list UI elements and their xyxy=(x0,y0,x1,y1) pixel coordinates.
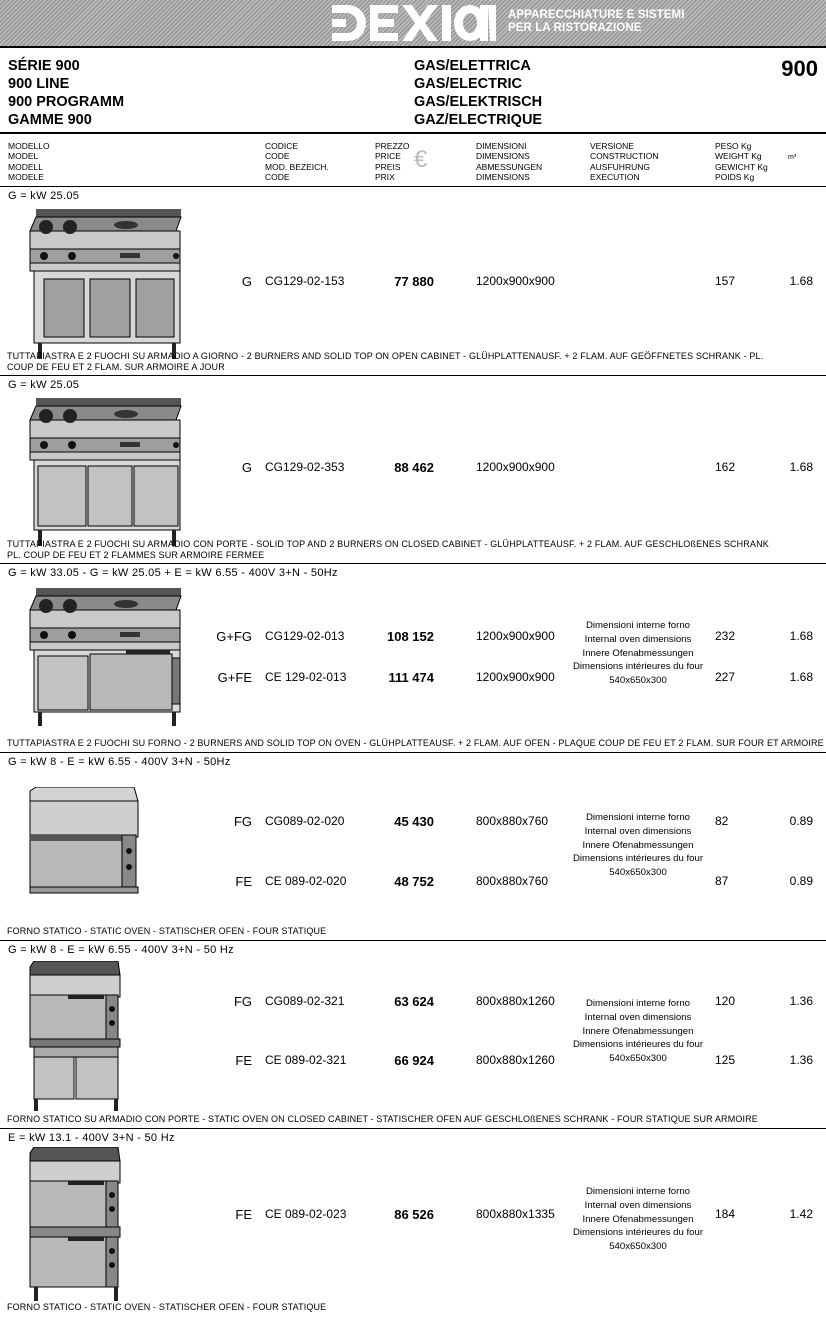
heading-line: AUSFUHRUNG xyxy=(590,161,650,172)
brand-banner xyxy=(0,0,826,46)
product-price: 66 924 xyxy=(394,1053,434,1068)
product-code: CG129-02-013 xyxy=(265,629,345,643)
oven-note-line: Dimensions intérieures du four xyxy=(572,1039,704,1051)
oven-note-line: Dimensioni interne forno xyxy=(586,620,690,631)
model-type: FG xyxy=(233,814,252,829)
product-code: CE 129-02-013 xyxy=(265,670,347,684)
product-section xyxy=(0,187,826,376)
series-type: GAS/ELECTRIC xyxy=(414,76,522,92)
product-description xyxy=(7,539,769,561)
series-name: SÉRIE 900 xyxy=(8,58,80,74)
product-code: CE 089-02-020 xyxy=(265,874,347,888)
power-spec: G = kW 8 - E = kW 6.55 - 400V 3+N - 50Hz xyxy=(8,756,231,768)
heading-volume: m³ xyxy=(788,154,797,161)
heading-line: MODELL xyxy=(8,161,43,172)
description-line: TUTTAPIASTRA E 2 FUOCHI SU ARMADIO CON PORTE - SOLID TOP AND 2 BURNERS ON CLOSED CABINET - GLÜHPLATTEAUSF. + 2 FLAM. AUF GESCHLOßENES SCHRANK xyxy=(7,539,769,549)
description-line: FORNO STATICO SU ARMADIO CON PORTE - STATIC OVEN ON CLOSED CABINET - STATISCHER OFEN AUF GESCHLOßENES SCHRANK - FOUR STATIQUE SUR ARMOIRE xyxy=(7,1114,758,1124)
power-spec: G = kW 8 - E = kW 6.55 - 400V 3+N - 50 Hz xyxy=(8,944,234,956)
oven-note-line: Internal oven dimensions xyxy=(584,633,692,645)
oven-note-line: Dimensioni interne forno xyxy=(586,1186,690,1197)
heading-line: CODE xyxy=(265,151,290,162)
model-type: G+FG xyxy=(216,629,252,644)
product-code: CE 089-02-321 xyxy=(265,1053,347,1067)
product-code: CG129-02-153 xyxy=(265,274,345,288)
product-dimensions: 1200x900x900 xyxy=(476,460,555,474)
model-type: G+FE xyxy=(217,670,252,685)
heading-line: MODELE xyxy=(8,172,44,183)
heading-line: POIDS Kg xyxy=(715,172,755,183)
heading-line: WEIGHT Kg xyxy=(715,151,762,162)
power-spec: G = kW 25.05 xyxy=(8,190,80,202)
product-volume: 0.89 xyxy=(789,874,813,888)
oven-note-line: Dimensions intérieures du four xyxy=(572,1227,704,1239)
product-description xyxy=(7,1302,326,1313)
product-weight: 125 xyxy=(715,1053,736,1067)
product-volume: 1.68 xyxy=(789,274,813,288)
product-price: 108 152 xyxy=(387,629,434,644)
product-dimensions: 800x880x760 xyxy=(476,814,549,828)
product-price: 77 880 xyxy=(394,274,434,289)
oven-note-line: Internal oven dimensions xyxy=(584,1199,692,1211)
product-section xyxy=(0,941,826,1129)
oven-note-line: 540x650x300 xyxy=(609,1053,667,1065)
power-spec: G = kW 25.05 xyxy=(8,379,80,391)
product-code: CG129-02-353 xyxy=(265,460,345,474)
model-type: FG xyxy=(233,994,252,1009)
power-spec: E = kW 13.1 - 400V 3+N - 50 Hz xyxy=(8,1132,175,1144)
description-line: FORNO STATICO - STATIC OVEN - STATISCHER OFEN - FOUR STATIQUE xyxy=(7,1302,327,1312)
heading-line: PESO Kg xyxy=(715,141,752,151)
heading-line: VERSIONE xyxy=(590,141,634,151)
product-dimensions: 1200x900x900 xyxy=(476,274,555,288)
oven-note-line: Dimensioni interne forno xyxy=(586,998,690,1009)
product-row xyxy=(0,460,826,476)
description-line: COUP DE FEU ET 2 FLAM. SUR ARMOIRE A JOUR xyxy=(7,362,225,372)
oven-on-cabinet-image xyxy=(28,961,124,1113)
oven-note-line: Dimensions intérieures du four xyxy=(572,661,704,673)
range-on-oven-image xyxy=(26,584,186,729)
series-name: GAMME 900 xyxy=(8,112,92,128)
model-type: G xyxy=(241,274,252,289)
oven-note-line: Innere Ofenabmessungen xyxy=(582,839,694,851)
oven-note-line: Internal oven dimensions xyxy=(584,825,692,837)
heading-version xyxy=(590,141,658,183)
product-volume: 0.89 xyxy=(789,814,813,828)
heading-line: CODE xyxy=(265,172,290,183)
series-types xyxy=(414,57,542,129)
product-code: CG089-02-321 xyxy=(265,994,345,1008)
heading-price xyxy=(375,141,409,183)
series-header xyxy=(0,46,826,134)
description-line: FORNO STATICO - STATIC OVEN - STATISCHER OFEN - FOUR STATIQUE xyxy=(7,926,327,936)
heading-line: CODICE xyxy=(265,141,299,151)
series-names xyxy=(8,57,124,129)
double-oven-image xyxy=(28,1147,124,1305)
oven-note-line: 540x650x300 xyxy=(609,867,667,879)
heading-line: PRIX xyxy=(375,172,395,183)
heading-line: GEWICHT Kg xyxy=(715,161,768,172)
heading-model xyxy=(8,141,50,183)
oven-note-line: Innere Ofenabmessungen xyxy=(582,1213,694,1225)
product-volume: 1.68 xyxy=(789,460,813,474)
product-volume: 1.68 xyxy=(789,629,813,643)
oven-note-line: Internal oven dimensions xyxy=(584,1011,692,1023)
product-weight: 184 xyxy=(715,1207,736,1221)
product-weight: 162 xyxy=(715,460,736,474)
product-description xyxy=(7,351,763,373)
product-description xyxy=(7,1114,758,1125)
description-line: TUTTAPIASTRA E 2 FUOCHI SU FORNO - 2 BURNERS AND SOLID TOP ON OVEN - GLÜHPLATTEAUSF. + 2 FLAM. AUF OFEN - PLAQUE COUP DE FEU ET 2 FLAM. SUR FOUR ET ARMOIRE xyxy=(7,738,824,748)
power-spec: G = kW 33.05 - G = kW 25.05 + E = kW 6.55 - 400V 3+N - 50Hz xyxy=(8,567,338,579)
oven-note-line: Dimensions intérieures du four xyxy=(572,853,704,865)
description-line: TUTTAPIASTRA E 2 FUOCHI SU ARMADIO A GIORNO - 2 BURNERS AND SOLID TOP ON OPEN CABINET - GLÜHPLATTENAUSF. + 2 FLAM. AUF GEÖFFNETES SCHRANK - PL. xyxy=(7,351,764,361)
product-dimensions: 800x880x1260 xyxy=(476,994,555,1008)
heading-line: CONSTRUCTION xyxy=(590,151,659,162)
oven-note-line: Innere Ofenabmessungen xyxy=(582,1025,694,1037)
product-code: CE 089-02-023 xyxy=(265,1207,347,1221)
product-section xyxy=(0,753,826,941)
model-type: FE xyxy=(235,1207,252,1222)
tagline-line-1: APPARECCHIATURE E SISTEMI xyxy=(508,9,685,21)
series-type: GAS/ELETTRICA xyxy=(414,58,531,74)
oven-internal-dimensions xyxy=(565,1185,711,1254)
oven-note-line: 540x650x300 xyxy=(609,1241,667,1253)
product-description xyxy=(7,738,824,749)
product-volume: 1.36 xyxy=(789,994,813,1008)
euro-icon: € xyxy=(414,146,428,173)
heading-line: MOD. BEZEICH. xyxy=(265,161,329,172)
heading-line: DIMENSIONI xyxy=(476,141,527,151)
heading-dimensions xyxy=(476,141,542,183)
oven-internal-dimensions xyxy=(565,811,711,880)
product-description xyxy=(7,926,326,937)
product-weight: 82 xyxy=(715,814,729,828)
heading-line: DIMENSIONS xyxy=(476,172,530,183)
product-weight: 87 xyxy=(715,874,729,888)
heading-line: PREIS xyxy=(375,161,401,172)
series-type: GAS/ELEKTRISCH xyxy=(414,94,543,110)
product-row xyxy=(0,274,826,290)
product-weight: 157 xyxy=(715,274,736,288)
tagline-line-2: PER LA RISTORAZIONE xyxy=(508,22,642,34)
series-name: 900 PROGRAMM xyxy=(8,94,125,110)
product-weight: 120 xyxy=(715,994,736,1008)
product-price: 86 526 xyxy=(394,1207,434,1222)
heading-line: DIMENSIONS xyxy=(476,151,530,162)
heading-line: ABMESSUNGEN xyxy=(476,161,543,172)
product-volume: 1.68 xyxy=(789,670,813,684)
brand-tagline xyxy=(508,9,685,35)
product-volume: 1.36 xyxy=(789,1053,813,1067)
product-price: 48 752 xyxy=(394,874,434,889)
column-headings xyxy=(0,134,826,187)
heading-code xyxy=(265,141,329,183)
description-line: PL. COUP DE FEU ET 2 FLAMMES SUR ARMOIRE FERMEE xyxy=(7,550,265,560)
heading-line: EXECUTION xyxy=(590,172,640,183)
heading-line: PRICE xyxy=(375,151,401,162)
product-section xyxy=(0,376,826,564)
oven-note-line: Innere Ofenabmessungen xyxy=(582,647,694,659)
dexion-logo xyxy=(330,3,498,43)
product-price: 45 430 xyxy=(394,814,434,829)
product-price: 111 474 xyxy=(388,670,434,685)
model-type: FE xyxy=(235,1053,252,1068)
model-type: FE xyxy=(235,874,252,889)
heading-line: MODELLO xyxy=(8,141,50,151)
product-dimensions: 1200x900x900 xyxy=(476,629,555,643)
heading-line: PREZZO xyxy=(375,141,410,151)
product-dimensions: 800x880x1335 xyxy=(476,1207,555,1221)
oven-internal-dimensions xyxy=(565,997,711,1066)
product-section xyxy=(0,564,826,753)
product-dimensions: 800x880x760 xyxy=(476,874,549,888)
product-code: CG089-02-020 xyxy=(265,814,345,828)
series-number: 900 xyxy=(781,56,818,81)
model-type: G xyxy=(241,460,252,475)
oven-internal-dimensions xyxy=(565,619,711,688)
heading-line: MODEL xyxy=(8,151,39,162)
series-name: 900 LINE xyxy=(8,76,70,92)
oven-note-line: Dimensioni interne forno xyxy=(586,812,690,823)
series-type: GAZ/ELECTRIQUE xyxy=(414,112,543,128)
product-dimensions: 1200x900x900 xyxy=(476,670,555,684)
heading-weight xyxy=(715,141,768,183)
product-section xyxy=(0,1129,826,1318)
product-volume: 1.42 xyxy=(789,1207,813,1221)
product-dimensions: 800x880x1260 xyxy=(476,1053,555,1067)
product-weight: 227 xyxy=(715,670,736,684)
product-price: 63 624 xyxy=(394,994,434,1009)
product-weight: 232 xyxy=(715,629,736,643)
oven-note-line: 540x650x300 xyxy=(609,675,667,687)
product-price: 88 462 xyxy=(394,460,434,475)
